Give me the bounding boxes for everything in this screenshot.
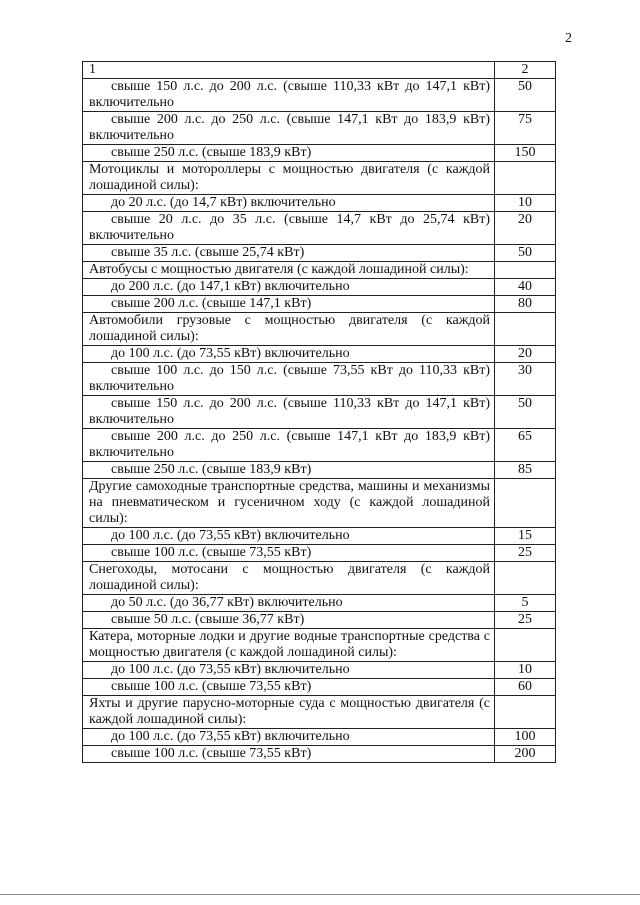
rate-value: 25 <box>495 545 556 562</box>
category-label: Автомобили грузовые с мощностью двигателя (с каждой лошадиной силы): <box>83 313 495 346</box>
power-range-label: свыше 35 л.с. (свыше 25,74 кВт) <box>83 245 495 262</box>
table-row <box>83 212 556 245</box>
rate-value <box>495 629 556 662</box>
power-range-label: свыше 100 л.с. (свыше 73,55 кВт) <box>83 545 495 562</box>
page-number: 2 <box>565 31 572 46</box>
table-row <box>83 612 556 629</box>
rate-value: 15 <box>495 528 556 545</box>
power-range-label: до 200 л.с. (до 147,1 кВт) включительно <box>83 279 495 296</box>
power-range-label: свыше 50 л.с. (свыше 36,77 кВт) <box>83 612 495 629</box>
rate-value: 85 <box>495 462 556 479</box>
power-range-label: свыше 100 л.с. (свыше 73,55 кВт) <box>83 746 495 763</box>
rate-value: 100 <box>495 729 556 746</box>
rate-value: 200 <box>495 746 556 763</box>
column-header-1: 1 <box>83 62 495 79</box>
table-row <box>83 112 556 145</box>
power-range-label: свыше 200 л.с. до 250 л.с. (свыше 147,1 кВт до 183,9 кВт) включительно <box>83 112 495 145</box>
category-label: Катера, моторные лодки и другие водные транспортные средства с мощностью двигателя (с каждой лошадиной силы): <box>83 629 495 662</box>
page-bottom-rule <box>0 894 640 895</box>
table-row <box>83 429 556 462</box>
table-row <box>83 195 556 212</box>
table-row <box>83 396 556 429</box>
rate-value: 20 <box>495 212 556 245</box>
power-range-label: свыше 20 л.с. до 35 л.с. (свыше 14,7 кВт до 25,74 кВт) включительно <box>83 212 495 245</box>
category-label: Мотоциклы и мотороллеры с мощностью двигателя (с каждой лошадиной силы): <box>83 162 495 195</box>
power-range-label: свыше 250 л.с. (свыше 183,9 кВт) <box>83 145 495 162</box>
power-range-label: свыше 100 л.с. (свыше 73,55 кВт) <box>83 679 495 696</box>
power-range-label: свыше 250 л.с. (свыше 183,9 кВт) <box>83 462 495 479</box>
power-range-label: свыше 150 л.с. до 200 л.с. (свыше 110,33 кВт до 147,1 кВт) включительно <box>83 79 495 112</box>
rate-value: 50 <box>495 79 556 112</box>
table-category-row <box>83 262 556 279</box>
category-label: Другие самоходные транспортные средства, машины и механизмы на пневматическом и гусеничном ходу (с каждой лошадиной силы): <box>83 479 495 528</box>
power-range-label: свыше 200 л.с. (свыше 147,1 кВт) <box>83 296 495 313</box>
tax-rate-table <box>82 61 556 763</box>
table-row <box>83 462 556 479</box>
rate-value <box>495 313 556 346</box>
power-range-label: свыше 200 л.с. до 250 л.с. (свыше 147,1 кВт до 183,9 кВт) включительно <box>83 429 495 462</box>
category-label: Снегоходы, мотосани с мощностью двигателя (с каждой лошадиной силы): <box>83 562 495 595</box>
rate-value: 65 <box>495 429 556 462</box>
table-row <box>83 279 556 296</box>
power-range-label: до 100 л.с. (до 73,55 кВт) включительно <box>83 729 495 746</box>
table-category-row <box>83 479 556 528</box>
rate-value: 75 <box>495 112 556 145</box>
rate-value: 50 <box>495 245 556 262</box>
table-row <box>83 528 556 545</box>
power-range-label: до 100 л.с. (до 73,55 кВт) включительно <box>83 662 495 679</box>
table-category-row <box>83 696 556 729</box>
rate-value: 150 <box>495 145 556 162</box>
rate-value <box>495 696 556 729</box>
table-header-row <box>83 62 556 79</box>
table-row <box>83 363 556 396</box>
rate-value: 10 <box>495 195 556 212</box>
rate-value: 40 <box>495 279 556 296</box>
power-range-label: свыше 150 л.с. до 200 л.с. (свыше 110,33 кВт до 147,1 кВт) включительно <box>83 396 495 429</box>
table-row <box>83 595 556 612</box>
rate-value <box>495 262 556 279</box>
rate-value: 80 <box>495 296 556 313</box>
table-category-row <box>83 562 556 595</box>
table-row <box>83 729 556 746</box>
table-row <box>83 296 556 313</box>
power-range-label: до 100 л.с. (до 73,55 кВт) включительно <box>83 346 495 363</box>
table-category-row <box>83 162 556 195</box>
table-row <box>83 245 556 262</box>
rate-value: 30 <box>495 363 556 396</box>
table-row <box>83 79 556 112</box>
rate-value <box>495 479 556 528</box>
category-label: Яхты и другие парусно-моторные суда с мощностью двигателя (с каждой лошадиной силы): <box>83 696 495 729</box>
table-row <box>83 145 556 162</box>
power-range-label: свыше 100 л.с. до 150 л.с. (свыше 73,55 кВт до 110,33 кВт) включительно <box>83 363 495 396</box>
table-row <box>83 662 556 679</box>
column-header-2: 2 <box>495 62 556 79</box>
rate-value <box>495 562 556 595</box>
rate-value: 25 <box>495 612 556 629</box>
table-row <box>83 346 556 363</box>
rate-value: 60 <box>495 679 556 696</box>
category-label: Автобусы с мощностью двигателя (с каждой лошадиной силы): <box>83 262 495 279</box>
table-category-row <box>83 313 556 346</box>
rate-value: 50 <box>495 396 556 429</box>
table-row <box>83 746 556 763</box>
rate-value: 5 <box>495 595 556 612</box>
power-range-label: до 50 л.с. (до 36,77 кВт) включительно <box>83 595 495 612</box>
table-category-row <box>83 629 556 662</box>
rate-value: 20 <box>495 346 556 363</box>
power-range-label: до 20 л.с. (до 14,7 кВт) включительно <box>83 195 495 212</box>
rate-value <box>495 162 556 195</box>
table-row <box>83 679 556 696</box>
tax-table-body <box>83 62 556 763</box>
table-row <box>83 545 556 562</box>
power-range-label: до 100 л.с. (до 73,55 кВт) включительно <box>83 528 495 545</box>
rate-value: 10 <box>495 662 556 679</box>
